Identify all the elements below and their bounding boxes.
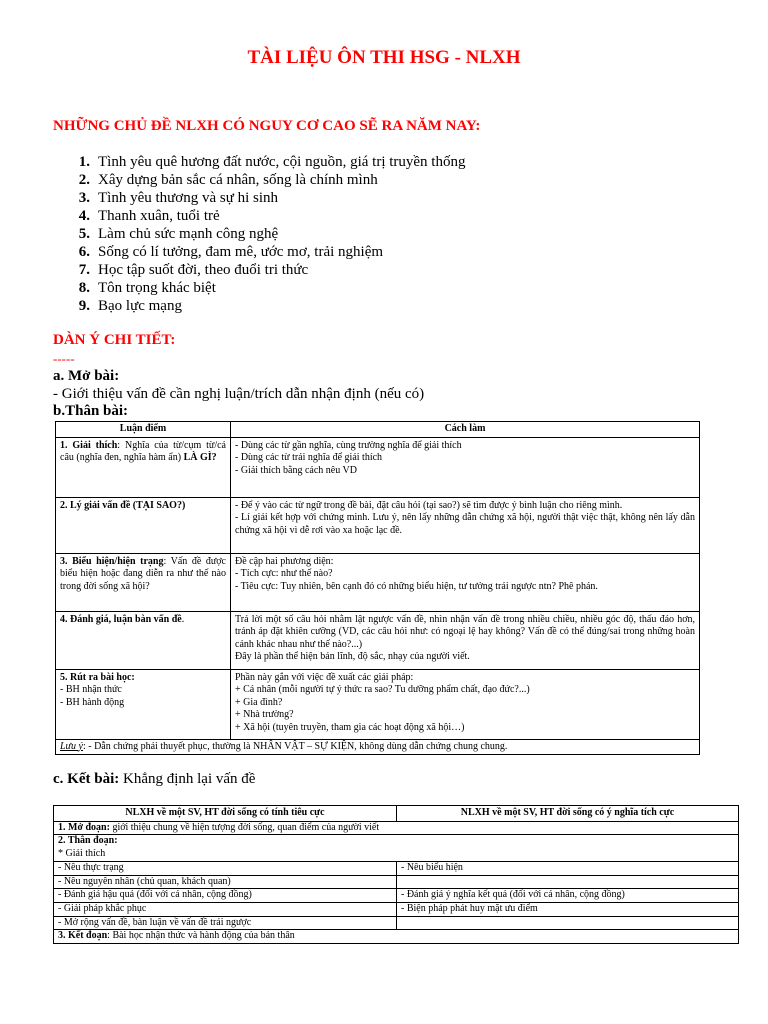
outline-heading: DÀN Ý CHI TIẾT:	[53, 332, 176, 348]
table-row	[56, 437, 700, 497]
than-bai-label: b.Thân bài:	[53, 403, 129, 419]
table-cell	[397, 875, 739, 889]
list-item: 9. Bạo lực mạng	[78, 298, 182, 314]
table-cell: - Đánh giá hậu quả (đối với cá nhân, cộng đồng)	[54, 889, 397, 903]
paragraph-table	[53, 805, 739, 944]
table-row	[54, 916, 739, 930]
table-cell: Trả lời một số câu hỏi nhằm lật ngược vấn đề, nhìn nhận vấn đề trong nhiều chiều, nhiều góc độ, thấu đáo hơn, tránh áp đặt khiên cưỡng (VD, các câu hỏi như: có ngoại lệ hay không? Vấn đề có thể đúng/sai trong những hoàn cảnh khác nhau như thế nào?...) Đây là phần thể hiện bản lĩnh, độ sắc, nhạy của người viết.	[231, 611, 700, 669]
table-header-row	[54, 806, 739, 822]
table-row	[54, 835, 739, 861]
table-cell: 5. Rút ra bài học: - BH nhận thức - BH hành động	[56, 669, 231, 739]
table-row	[54, 889, 739, 903]
topics-list	[57, 153, 465, 315]
table-cell: 4. Đánh giá, luận bàn vấn đề.	[56, 611, 231, 669]
mo-bai-label: a. Mở bài:	[53, 368, 120, 384]
list-item: 8. Tôn trọng khác biệt	[78, 280, 216, 296]
list-item: 6. Sống có lí tưởng, đam mê, ước mơ, trải nghiệm	[78, 244, 384, 260]
table-row	[54, 902, 739, 916]
table-cell: - Mở rộng vấn đề, bàn luận về vấn đề trái ngược	[54, 916, 397, 930]
column-header: Cách làm	[231, 422, 700, 438]
table-cell: 3. Biểu hiện/hiện trạng: Vấn đề được biểu hiện hoặc đang diễn ra như thế nào trong đời sống xã hội?	[56, 553, 231, 611]
table-cell	[397, 916, 739, 930]
table-row	[56, 611, 700, 669]
mo-bai-text: - Giới thiệu vấn đề cần nghị luận/trích dẫn nhận định (nếu có)	[53, 386, 425, 402]
table-cell: 2. Thân đoạn: * Giải thích	[54, 835, 739, 861]
table-row	[54, 930, 739, 944]
table-row	[54, 861, 739, 875]
table-cell: - Nêu thực trạng	[54, 861, 397, 875]
table-cell: - Biện pháp phát huy mặt ưu điểm	[397, 902, 739, 916]
column-header: NLXH về một SV, HT đời sống có tính tiêu cực	[54, 806, 397, 822]
column-header: NLXH về một SV, HT đời sống có ý nghĩa tích cực	[397, 806, 739, 822]
table-cell: - Nêu nguyên nhân (chủ quan, khách quan)	[54, 875, 397, 889]
table-cell: Đề cập hai phương diện: - Tích cực: như thế nào? - Tiêu cực: Tuy nhiên, bên cạnh đó có những biểu hiện, tư tưởng trái ngược ntn? Phê phán.	[231, 553, 700, 611]
table-cell: 1. Mở đoạn: giới thiệu chung về hiện tượng đời sống, quan điểm của người viết	[54, 821, 739, 835]
table-cell: 2. Lý giải vấn đề (TẠI SAO?)	[56, 497, 231, 553]
table-cell: - Dùng các từ gần nghĩa, cùng trường nghĩa để giải thích - Dùng các từ trái nghĩa để giải thích - Giải thích bằng cách nêu VD	[231, 437, 700, 497]
than-bai-table	[55, 421, 700, 755]
note-cell: Lưu ý: - Dẫn chứng phải thuyết phục, thường là NHÂN VẬT – SỰ KIỆN, không dùng dẫn chứng chung chung.	[56, 739, 700, 755]
table-row	[56, 497, 700, 553]
table-row	[54, 821, 739, 835]
ket-bai: c. Kết bài: Khẳng định lại vấn đề	[53, 771, 256, 787]
list-item: 2. Xây dựng bản sắc cá nhân, sống là chính mình	[78, 172, 378, 188]
table-cell: - Nêu biểu hiện	[397, 861, 739, 875]
table-cell: - Để ý vào các từ ngữ trong đề bài, đặt câu hỏi (tại sao?) sẽ tìm được ý bình luận cho riêng mình. - Lí giải kết hợp với chứng minh. Lưu ý, nên lấy những dẫn chứng xã hội, người thật việc thật, không nên lấy dẫn chứng xã hội vì dễ rơi vào xa hoặc lạc đề.	[231, 497, 700, 553]
topics-heading: NHỮNG CHỦ ĐỀ NLXH CÓ NGUY CƠ CAO SẼ RA NĂM NAY:	[53, 118, 481, 134]
list-item: 7. Học tập suốt đời, theo đuổi tri thức	[78, 262, 309, 278]
table-cell: - Giải pháp khắc phục	[54, 902, 397, 916]
table-cell: 3. Kết đoạn: Bài học nhận thức và hành động của bản thân	[54, 930, 739, 944]
list-item: 5. Làm chủ sức mạnh công nghệ	[78, 226, 279, 242]
page-title: TÀI LIỆU ÔN THI HSG - NLXH	[247, 47, 521, 68]
table-cell: - Đánh giá ý nghĩa kết quả (đối với cá nhân, cộng đồng)	[397, 889, 739, 903]
table-header-row	[56, 422, 700, 438]
table-row	[54, 875, 739, 889]
divider-dashes: -----	[53, 351, 75, 366]
table-cell: 1. Giải thích: Nghĩa của từ/cụm từ/cả câu (nghĩa đen, nghĩa hàm ẩn) LÀ GÌ?	[56, 437, 231, 497]
table-cell: Phần này gắn với việc đề xuất các giải pháp: + Cá nhân (mỗi người tự ý thức ra sao? Tu dưỡng phẩm chất, đạo đức?...) + Gia đình? + Nhà trường? + Xã hội (tuyên truyền, tham gia các hoạt động xã hội…)	[231, 669, 700, 739]
list-item: 4. Thanh xuân, tuổi trẻ	[78, 208, 220, 224]
table-row	[56, 553, 700, 611]
list-item: 1. Tình yêu quê hương đất nước, cội nguồn, giá trị truyền thống	[78, 154, 466, 170]
list-item: 3. Tình yêu thương và sự hi sinh	[78, 190, 279, 206]
table-row	[56, 669, 700, 739]
column-header: Luận điểm	[56, 422, 231, 438]
table-row	[56, 739, 700, 755]
